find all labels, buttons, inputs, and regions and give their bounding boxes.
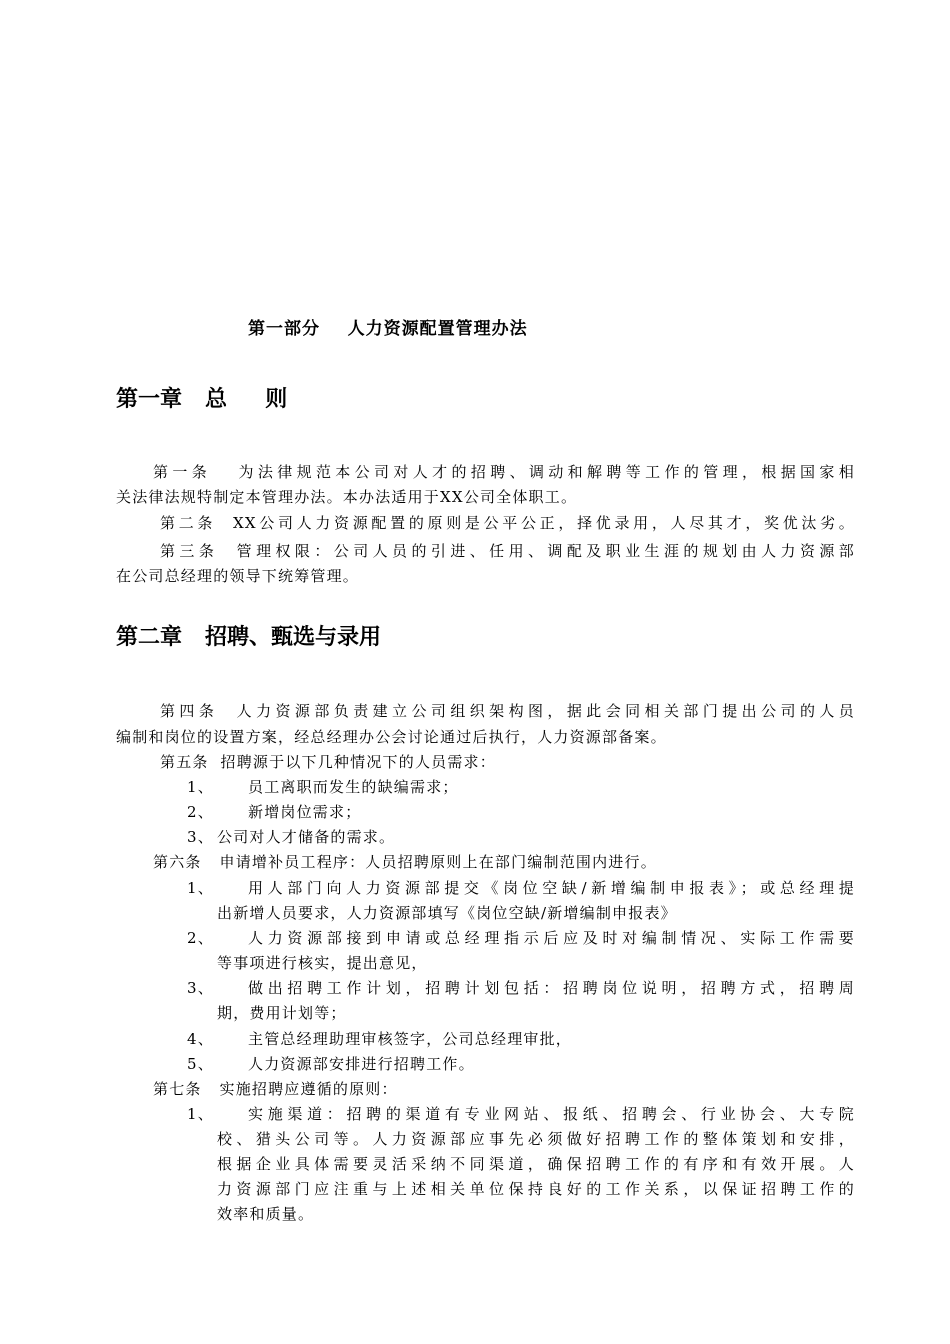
list-item-line: 期，费用计划等； bbox=[217, 1004, 347, 1022]
list-item-line: 实施渠道：招聘的渠道有专业网站、报纸、招聘会、行业协会、大专院 bbox=[248, 1105, 855, 1123]
list-number: 2、 bbox=[187, 803, 214, 821]
list-number: 1、 bbox=[187, 1105, 214, 1123]
chapter-1-title: 第一章 总 则 bbox=[116, 387, 288, 412]
list-item-line: 力资源部门应注重与上述相关单位保持良好的工作关系，以保证招聘工作的 bbox=[217, 1180, 855, 1198]
list-number: 2、 bbox=[187, 929, 214, 947]
list-number: 4、 bbox=[187, 1030, 214, 1048]
list-item-text: 公司对人才储备的需求。 bbox=[217, 828, 396, 846]
list-item-line: 用人部门向人力资源部提交《岗位空缺/新增编制申报表》；或总经理提 bbox=[248, 879, 855, 897]
list-number: 3、 bbox=[187, 828, 214, 846]
list-item-line: 主管总经理助理审核签字，公司总经理审批， bbox=[248, 1030, 573, 1048]
list-item-line: 根据企业具体需要灵活采纳不同渠道，确保招聘工作的有序和有效开展。人 bbox=[217, 1155, 855, 1173]
article-3-line-2: 在公司总经理的领导下统筹管理。 bbox=[116, 567, 360, 585]
list-item-line: 人力资源部接到申请或总经理指示后应及时对编制情况、实际工作需要 bbox=[248, 929, 855, 947]
article-3-line-1: 第三条 管理权限：公司人员的引进、任用、调配及职业生涯的规划由人力资源部 bbox=[160, 542, 855, 560]
article-2: 第二条 XX公司人力资源配置的原则是公平公正，择优录用，人尽其才，奖优汰劣。 bbox=[160, 514, 855, 532]
list-number: 1、 bbox=[187, 879, 214, 897]
list-item-text: 员工离职而发生的缺编需求； bbox=[248, 778, 459, 796]
list-item-line: 人力资源部安排进行招聘工作。 bbox=[248, 1055, 475, 1073]
chapter-2-title: 第二章 招聘、甄选与录用 bbox=[116, 625, 381, 650]
article-5-intro: 第五条 招聘源于以下几种情况下的人员需求： bbox=[160, 753, 496, 771]
list-number: 5、 bbox=[187, 1055, 214, 1073]
article-1-line-2: 关法律法规特制定本管理办法。本办法适用于XX公司全体职工。 bbox=[116, 488, 578, 506]
article-4-line-2: 编制和岗位的设置方案，经总经理办公会讨论通过后执行，人力资源部备案。 bbox=[116, 728, 667, 746]
list-item-line: 效率和质量。 bbox=[217, 1205, 315, 1223]
list-item-text: 新增岗位需求； bbox=[248, 803, 362, 821]
list-number: 1、 bbox=[187, 778, 214, 796]
part-title: 第一部分 人力资源配置管理办法 bbox=[248, 319, 528, 339]
list-number: 3、 bbox=[187, 979, 214, 997]
article-7-intro: 第七条 实施招聘应遵循的原则： bbox=[153, 1080, 398, 1098]
article-1-line-1: 第一条 为法律规范本公司对人才的招聘、调动和解聘等工作的管理，根据国家相 bbox=[153, 463, 855, 481]
list-item-line: 校、猎头公司等。人力资源部应事先必须做好招聘工作的整体策划和安排， bbox=[217, 1130, 855, 1148]
list-item-line: 等事项进行核实，提出意见， bbox=[217, 954, 428, 972]
article-4-line-1: 第四条 人力资源部负责建立公司组织架构图，据此会同相关部门提出公司的人员 bbox=[160, 702, 855, 720]
list-item-line: 做出招聘工作计划，招聘计划包括：招聘岗位说明，招聘方式，招聘周 bbox=[248, 979, 855, 997]
list-item-line: 出新增人员要求，人力资源部填写《岗位空缺/新增编制申报表》 bbox=[217, 904, 677, 922]
article-6-intro: 第六条 申请增补员工程序：人员招聘原则上在部门编制范围内进行。 bbox=[153, 853, 657, 871]
